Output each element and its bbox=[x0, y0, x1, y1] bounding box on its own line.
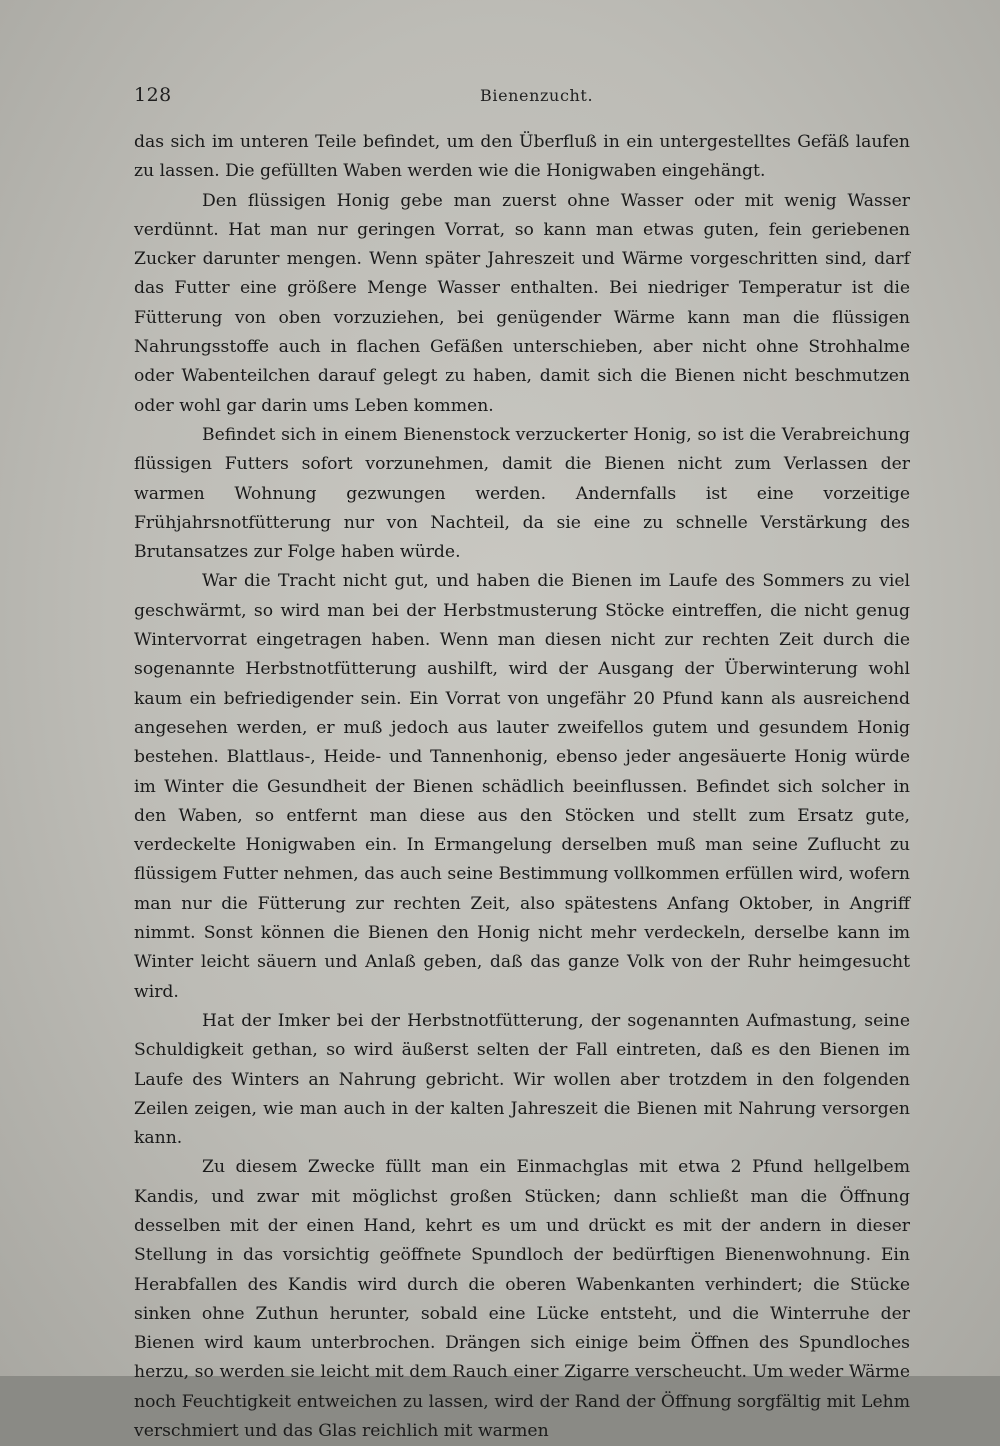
paragraph-fluid-honey: Den flüssigen Honig gebe man zuerst ohne Wasser oder mit wenig Wasser verdünnt. Hat man nur geringen Vorrat, so kann man etwas guten, fein geriebenen Zucker darunter mengen. Wenn später Jahreszeit und Wärme vorgeschritten sind, darf das Futter eine größere Menge Wasser enthalten. Bei niedriger Temperatur ist die Fütterung von oben vorzuziehen, bei genügender Wärme kann man die flüssigen Nahrungsstoffe auch in flachen Gefäßen unterschieben, aber nicht ohne Strohhalme oder Wabenteilchen darauf gelegt zu haben, damit sich die Bienen nicht beschmutzen oder wohl gar darin ums Leben kommen. bbox=[134, 190, 910, 416]
paragraph-winter-supply: Hat der Imker bei der Herbstnotfütterung, der sogenannten Aufmastung, seine Schuldigkeit gethan, so wird äußerst selten der Fall eintreten, daß es den Bienen im Laufe des Winters an Nahrung gebricht. Wir wollen aber trotzdem in den folgenden Zeilen zeigen, wie man auch in der kalten Jahreszeit die Bienen mit Nahrung versorgen kann. bbox=[134, 1010, 910, 1149]
page-header bbox=[134, 84, 910, 114]
paragraph-continuation: das sich im unteren Teile befindet, um den Überfluß in ein untergestelltes Gefäß laufen zu lassen. Die gefüllten Waben werden wie die Honigwaben eingehängt. bbox=[134, 132, 910, 182]
paragraph-candy-jar: Zu diesem Zwecke füllt man ein Einmachglas mit etwa 2 Pfund hellgelbem Kandis, und zwar mit möglichst großen Stücken; dann schließt man die Öffnung desselben mit der einen Hand, kehrt es um und drückt es mit der andern in dieser Stellung in das vorsichtig geöffnete Spundloch der bedürftigen Bienenwohnung. Ein Herabfallen des Kandis wird durch die oberen Wabenkanten verhindert; die Stücke sinken ohne Zuthun herunter, sobald eine Lücke entsteht, und die Winterruhe der Bienen wird kaum unterbrochen. Drängen sich einige beim Öffnen des Spundloches herzu, so werden sie leicht mit dem Rauch einer Zigarre verscheucht. Um weder Wärme noch Feuchtigkeit entweichen zu lassen, wird der Rand der Öffnung sorgfältig mit Lehm verschmiert und das Glas reichlich mit warmen bbox=[134, 1157, 910, 1442]
paragraph-autumn-feeding: War die Tracht nicht gut, und haben die Bienen im Laufe des Sommers zu viel geschwärmt, so wird man bei der Herbstmusterung Stöcke eintreffen, die nicht genug Wintervorrat eingetragen haben. Wenn man diesen nicht zur rechten Zeit durch die sogenannte Herbstnotfütterung aushilft, wird der Ausgang der Überwinterung wohl kaum ein befriedigender sein. Ein Vorrat von ungefähr 20 Pfund kann als ausreichend angesehen werden, er muß jedoch aus lauter zweifellos gutem und gesundem Honig bestehen. Blattlaus-, Heide- und Tannenhonig, ebenso jeder angesäuerte Honig würde im Winter die Gesundheit der Bienen schädlich beeinflussen. Befindet sich solcher in den Waben, so entfernt man diese aus den Stöcken und stellt zum Ersatz gute, verdeckelte Honigwaben ein. In Ermangelung derselben muß man seine Zuflucht zu flüssigem Futter nehmen, das auch seine Bestimmung vollkommen erfüllen wird, wofern man nur die Fütterung zur rechten Zeit, also spätestens Anfang Oktober, in Angriff nimmt. Sonst können die Bienen den Honig nicht mehr verdeckeln, derselbe kann im Winter leicht säuern und Anlaß geben, daß das ganze Volk von der Ruhr heimgesucht wird. bbox=[134, 571, 910, 1002]
body-text bbox=[134, 128, 910, 1446]
page-number: 128 bbox=[134, 84, 172, 106]
paragraph-crystallized-honey: Befindet sich in einem Bienenstock verzuckerter Honig, so ist die Verabreichung flüssigen Futters sofort vorzunehmen, damit die Bienen nicht zum Verlassen der warmen Wohnung gezwungen werden. Andernfalls ist eine vorzeitige Frühjahrsnotfütterung nur von Nachteil, da sie eine zu schnelle Verstärkung des Brutansatzes zur Folge haben würde. bbox=[134, 424, 910, 563]
running-head: Bienenzucht. bbox=[480, 86, 594, 105]
